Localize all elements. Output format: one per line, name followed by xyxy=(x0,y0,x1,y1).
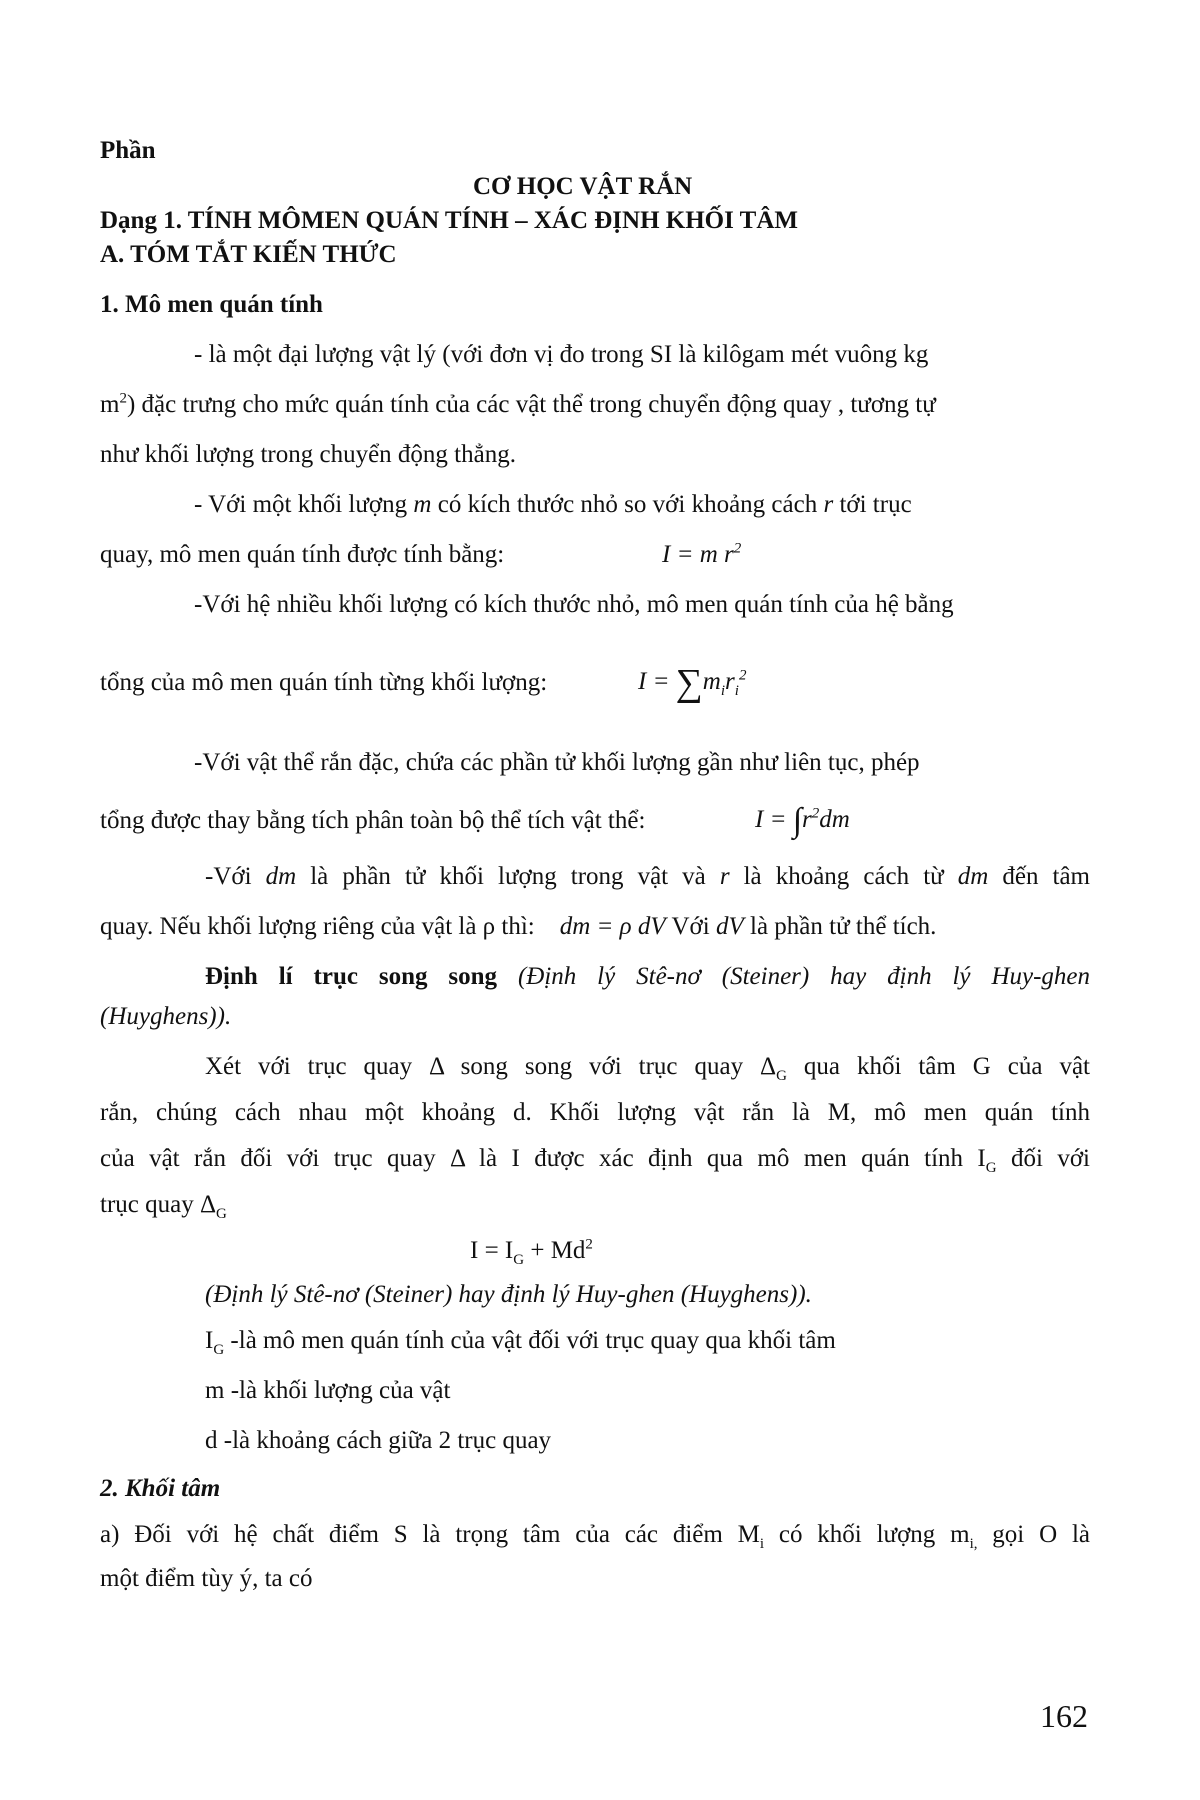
steiner-note: (Định lý Stê-nơ (Steiner) hay định lý Huy-ghen (Huyghens)). xyxy=(205,1281,812,1308)
para6-line1: Xét với trục quay Δ song song với trục quay $\Delta_G$ qua khối tâm G của vật xyxy=(205,1053,1090,1084)
para5-line2: quay. Nếu khối lượng riêng của vật là ρ thì: dm = ρ dV Với dV là phần tử thể tích. xyxy=(100,913,937,940)
theorem-line1: Định lí trục song song (Định lý Stê-nơ (Steiner) hay định lý Huy-ghen xyxy=(205,963,1091,990)
formula-sum: $I = \sum m_ir_i^2$ xyxy=(638,662,747,704)
formula-steiner: $I = I_G + Md^2$ xyxy=(470,1236,593,1268)
section-a-heading: A. TÓM TẮT KIẾN THỨC xyxy=(100,241,397,268)
definition-ig: $I_G$ -là mô men quán tính của vật đối với trục quay qua khối tâm xyxy=(205,1327,836,1358)
para6-line2: rắn, chúng cách nhau một khoảng d. Khối lượng vật rắn là M, mô men quán tính xyxy=(100,1099,1090,1126)
para1-line3: như khối lượng trong chuyển động thẳng. xyxy=(100,441,516,468)
para2-line2: quay, mô men quán tính được tính bằng: xyxy=(100,541,505,568)
definition-m: m -là khối lượng của vật xyxy=(205,1377,451,1404)
para5-line1: -Với dm là phần tử khối lượng trong vật và r là khoảng cách từ dm đến tâm xyxy=(205,863,1090,890)
definition-d: d -là khoảng cách giữa 2 trục quay xyxy=(205,1427,552,1454)
topic-heading: Dạng 1. TÍNH MÔMEN QUÁN TÍNH – XÁC ĐỊNH KHỐI TÂM xyxy=(100,207,798,234)
formula-point-mass: I = m $r^2$ xyxy=(662,540,742,568)
para1-line2: $m^2$) đặc trưng cho mức quán tính của các vật thể trong chuyển động quay , tương tự xyxy=(100,390,936,418)
section-1-heading: 1. Mô men quán tính xyxy=(100,291,323,318)
formula-integral: $I = \int r^2dm$ xyxy=(755,802,850,839)
para4-line2: tổng được thay bằng tích phân toàn bộ thể tích vật thể: xyxy=(100,807,646,834)
para6-line4: trục quay $\Delta_G$ xyxy=(100,1191,227,1222)
page-number: 162 xyxy=(1040,1698,1088,1734)
para1-line1: - là một đại lượng vật lý (với đơn vị đo trong SI là kilôgam mét vuông kg xyxy=(194,341,929,368)
para2-line1: - Với một khối lượng m có kích thước nhỏ so với khoảng cách r tới trục xyxy=(194,491,912,518)
section-2-line1: a) Đối với hệ chất điểm S là trọng tâm của các điểm $M_i$ có khối lượng $m_{i,}$ gọi O là xyxy=(100,1521,1090,1552)
section-2-heading: 2. Khối tâm xyxy=(100,1475,221,1502)
para3-line2: tổng của mô men quán tính từng khối lượng: xyxy=(100,669,548,696)
para3-line1: -Với hệ nhiều khối lượng có kích thước nhỏ, mô men quán tính của hệ bằng xyxy=(194,591,954,618)
para4-line1: -Với vật thể rắn đặc, chứa các phần tử khối lượng gần như liên tục, phép xyxy=(194,749,920,776)
para6-line3: của vật rắn đối với trục quay Δ là I được xác định qua mô men quán tính $I_G$ đối với xyxy=(100,1145,1090,1176)
theorem-line2: (Huyghens)). xyxy=(100,1003,232,1030)
chapter-title: CƠ HỌC VẬT RẮN xyxy=(473,173,693,200)
section-2-line2: một điểm tùy ý, ta có xyxy=(100,1565,313,1592)
part-label: Phần xyxy=(100,137,156,164)
